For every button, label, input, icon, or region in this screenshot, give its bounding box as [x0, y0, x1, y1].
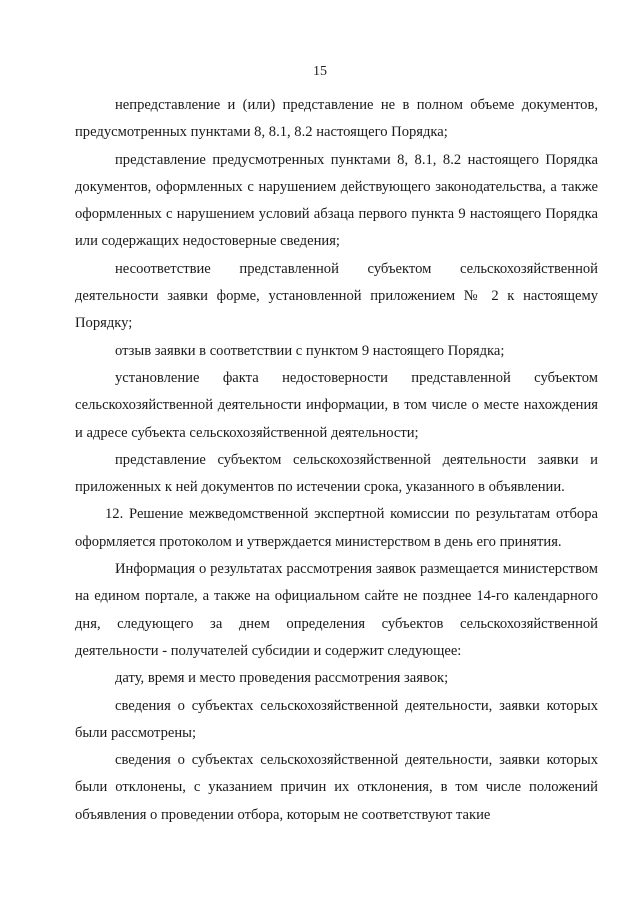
paragraph: сведения о субъектах сельскохозяйственной деятельности, заявки которых были отклонены, с указанием причин их отклонения, в том числе положений объявления о проведении отбора, которым не соответствуют такие [75, 752, 598, 823]
paragraph: непредставление и (или) представление не в полном объеме документов, предусмотренных пунктами 8, 8.1, 8.2 настоящего Порядка; [75, 97, 598, 141]
paragraph: несоответствие представленной субъектом сельскохозяйственной деятельности заявки форме, установленной приложением № 2 к настоящему Порядку; [75, 260, 598, 332]
paragraph: Информация о результатах рассмотрения заявок размещается министерством на едином портале, а также на официальном сайте не позднее 14-го календарного дня, следующего за днем определения субъектов сельскохозяйственной деятельности - получателей субсидии и содержит следующее: [75, 561, 598, 659]
paragraph: отзыв заявки в соответствии с пунктом 9 настоящего Порядка; [115, 342, 505, 359]
paragraph: представление субъектом сельскохозяйственной деятельности заявки и приложенных к ней документов по истечении срока, указанного в объявлении. [75, 451, 598, 496]
paragraph: 12. Решение межведомственной экспертной комиссии по результатам отбора оформляется протоколом и утверждается министерством в день его принятия. [75, 506, 598, 550]
paragraph: установление факта недостоверности представленной субъектом сельскохозяйственной деятельности информации, в том числе о месте нахождения и адресе субъекта сельскохозяйственной деятельности; [75, 369, 598, 441]
page-number: 15 [313, 64, 327, 79]
paragraph: представление предусмотренных пунктами 8, 8.1, 8.2 настоящего Порядка документов, оформленных с нарушением действующего законодательства, а также оформленных с нарушением условий абзаца первого пункта 9 настоящего Порядка или содержащих недостоверные сведения; [75, 151, 598, 250]
paragraph: сведения о субъектах сельскохозяйственной деятельности, заявки которых были рассмотрены; [75, 697, 598, 741]
document-body [75, 92, 598, 829]
paragraph: дату, время и место проведения рассмотрения заявок; [115, 670, 449, 687]
